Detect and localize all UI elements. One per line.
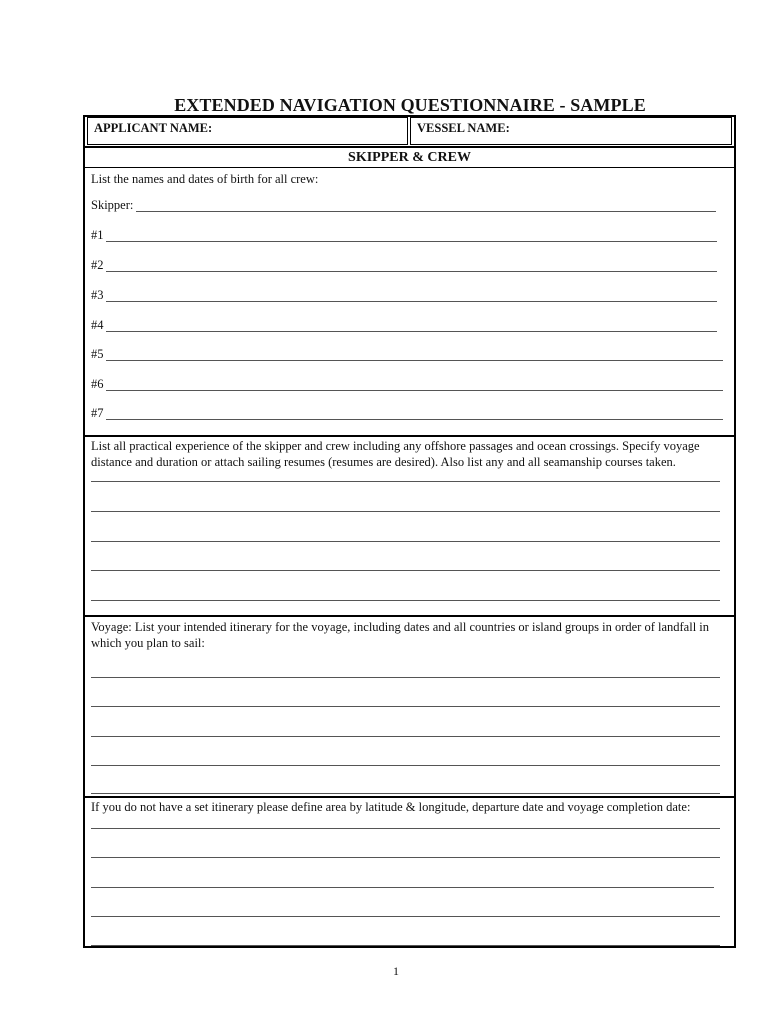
crew-4-label: #4 xyxy=(91,318,104,332)
experience-prompt-line-1: List all practical experience of the skipper and crew including any offshore passages and ocean crossings. Specify voyage xyxy=(91,439,700,453)
area-line-5[interactable] xyxy=(91,945,720,946)
form-frame xyxy=(83,115,736,948)
voyage-prompt-line-1: Voyage: List your intended itinerary for the voyage, including dates and all countries or island groups in order of landfall in xyxy=(91,620,710,634)
crew-6-line[interactable] xyxy=(106,390,723,391)
crew-3-label: #3 xyxy=(91,288,104,302)
applicant-name-field[interactable] xyxy=(87,117,408,145)
crew-6-label: #6 xyxy=(91,377,104,391)
crew-7-label: #7 xyxy=(91,406,104,420)
document-title: EXTENDED NAVIGATION QUESTIONNAIRE - SAMPLE xyxy=(174,95,646,115)
crew-5-line[interactable] xyxy=(106,360,723,361)
skipper-label: Skipper: xyxy=(91,198,134,212)
experience-prompt-line-2: distance and duration or attach sailing resumes (resumes are desired). Also list any and all seamanship courses taken. xyxy=(91,455,676,469)
crew-1-line[interactable] xyxy=(106,241,717,242)
voyage-line-3[interactable] xyxy=(91,736,720,737)
voyage-line-5[interactable] xyxy=(91,793,720,794)
crew-7-line[interactable] xyxy=(106,419,723,420)
area-prompt: If you do not have a set itinerary please define area by latitude & longitude, departure date and voyage completion date: xyxy=(91,800,691,814)
crew-3-line[interactable] xyxy=(106,301,717,302)
crew-2-line[interactable] xyxy=(106,271,717,272)
applicant-name-label: APPLICANT NAME: xyxy=(94,121,213,135)
crew-1-label: #1 xyxy=(91,228,104,242)
crew-section-divider xyxy=(85,435,734,437)
voyage-line-4[interactable] xyxy=(91,765,720,766)
vessel-name-label: VESSEL NAME: xyxy=(417,121,510,135)
area-line-1[interactable] xyxy=(91,828,720,829)
experience-line-4[interactable] xyxy=(91,570,720,571)
voyage-line-2[interactable] xyxy=(91,706,720,707)
area-line-4[interactable] xyxy=(91,916,720,917)
voyage-section-divider xyxy=(85,796,734,798)
crew-4-line[interactable] xyxy=(106,331,717,332)
crew-5-label: #5 xyxy=(91,347,104,361)
experience-line-1[interactable] xyxy=(91,481,720,482)
area-line-2[interactable] xyxy=(91,857,720,858)
page-number: 1 xyxy=(393,964,399,978)
header-divider xyxy=(85,146,734,148)
skipper-line[interactable] xyxy=(136,211,716,212)
experience-section-divider xyxy=(85,615,734,617)
experience-line-2[interactable] xyxy=(91,511,720,512)
crew-heading-divider xyxy=(85,167,734,168)
header-row xyxy=(85,117,734,147)
skipper-crew-heading: SKIPPER & CREW xyxy=(348,150,471,165)
area-line-3[interactable] xyxy=(91,887,714,888)
experience-line-3[interactable] xyxy=(91,541,720,542)
vessel-name-field[interactable] xyxy=(410,117,732,145)
crew-2-label: #2 xyxy=(91,258,104,272)
crew-instruction: List the names and dates of birth for all crew: xyxy=(91,172,319,186)
experience-line-5[interactable] xyxy=(91,600,720,601)
voyage-prompt-line-2: which you plan to sail: xyxy=(91,636,205,650)
voyage-line-1[interactable] xyxy=(91,677,720,678)
